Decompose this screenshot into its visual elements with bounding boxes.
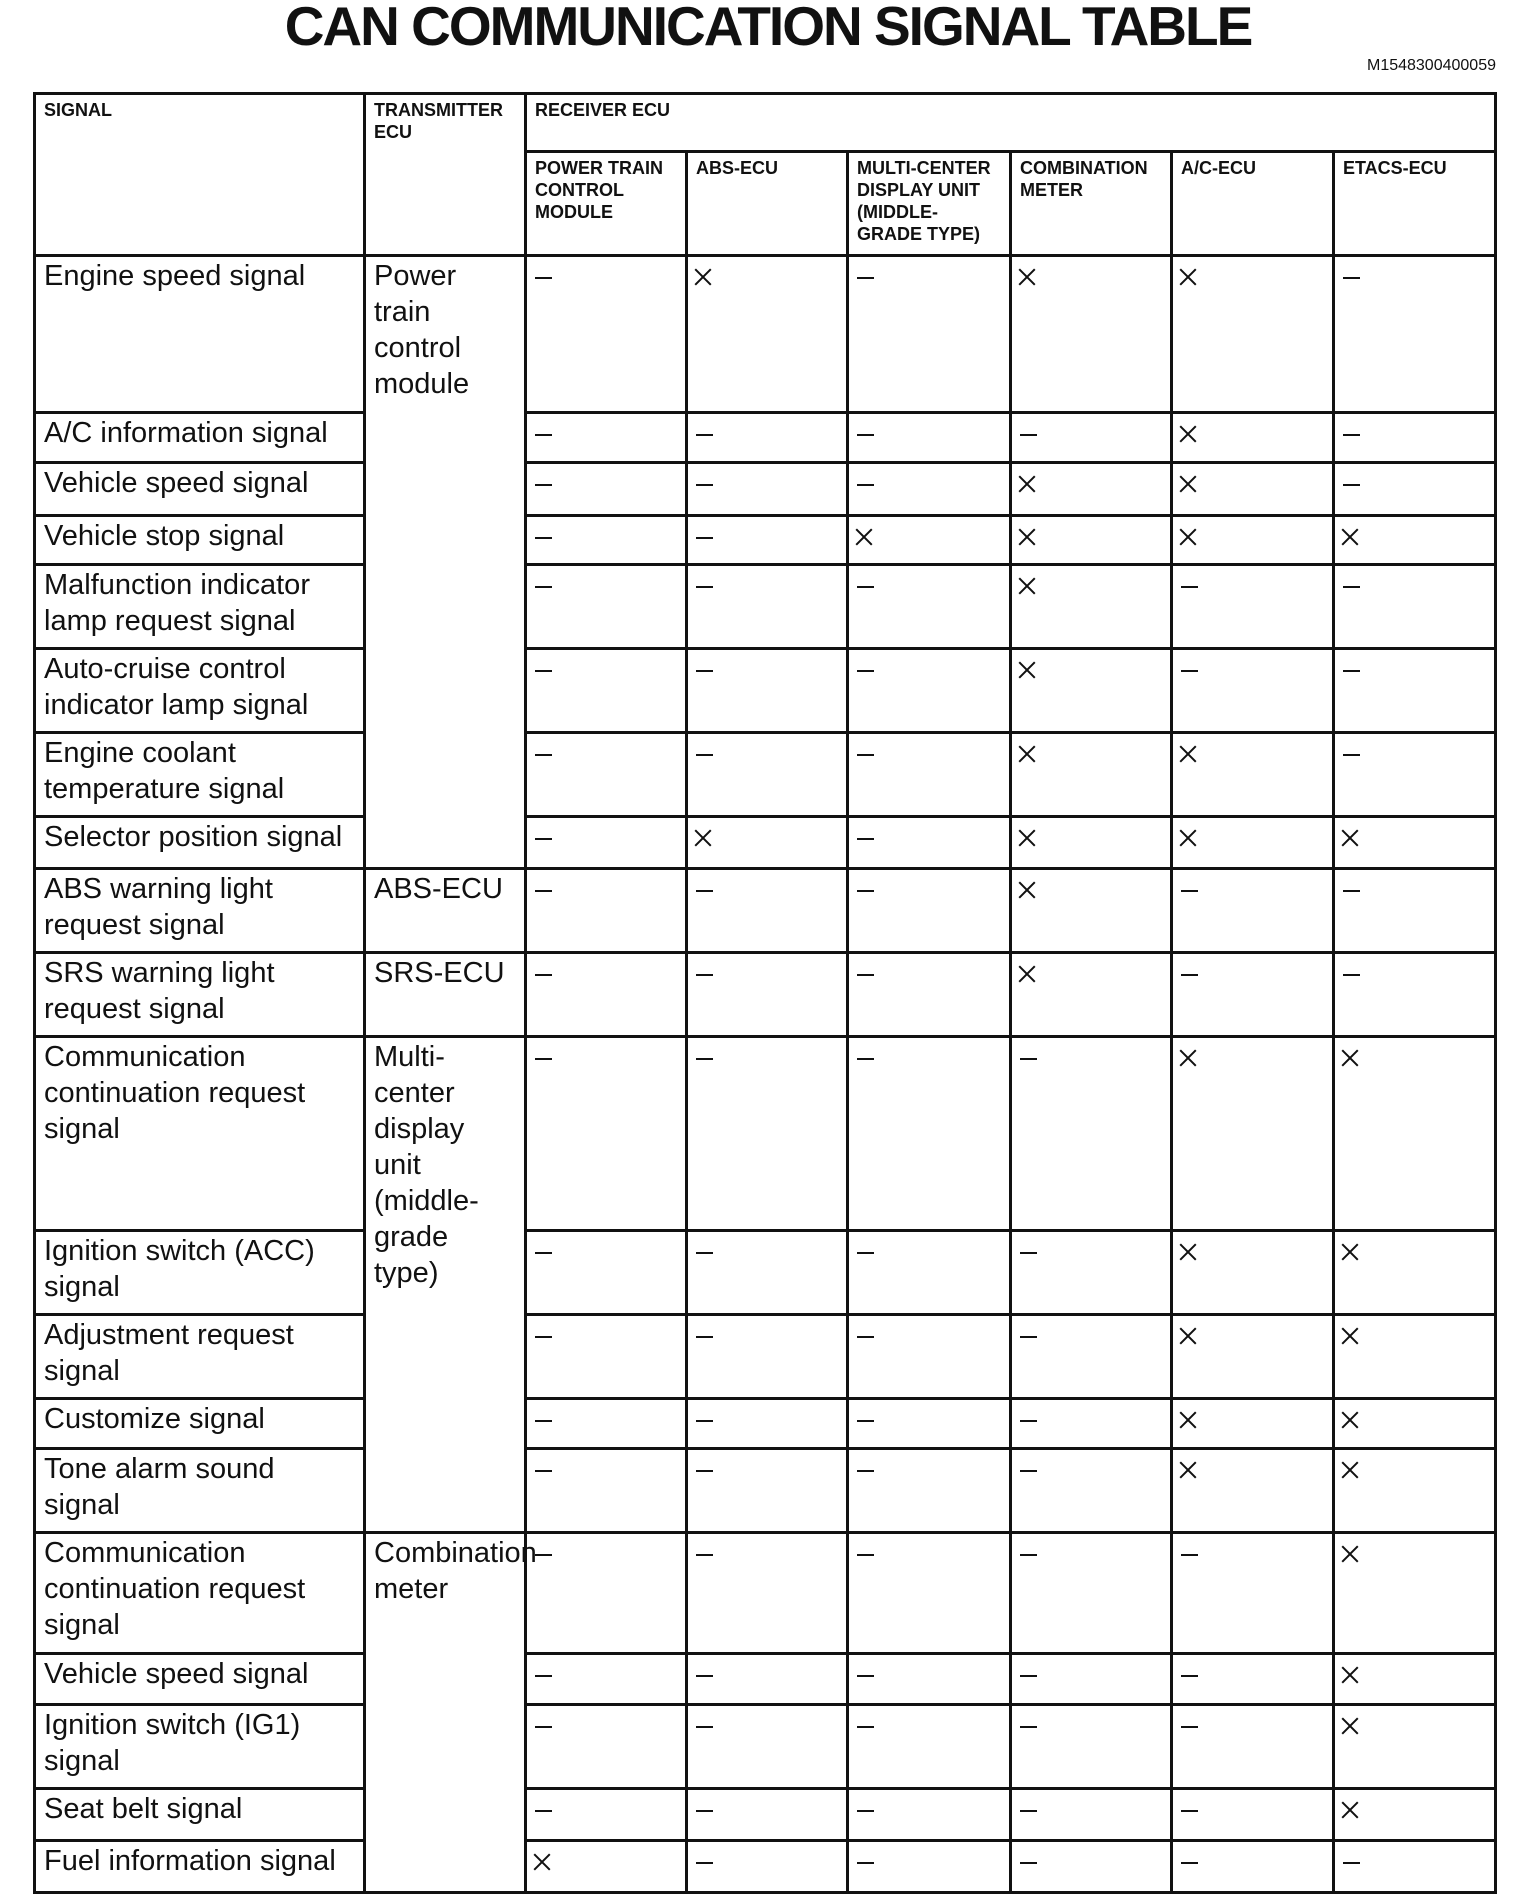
cross-mark-icon bbox=[1018, 577, 1036, 595]
dash-mark-icon bbox=[696, 1675, 713, 1677]
receiver-mark-cell bbox=[687, 817, 848, 869]
cross-mark-icon bbox=[1341, 1461, 1359, 1479]
receiver-mark-cell bbox=[687, 733, 848, 817]
receiver-mark-cell bbox=[1172, 256, 1334, 413]
page-title: CAN COMMUNICATION SIGNAL TABLE bbox=[284, 0, 1252, 57]
signal-name-cell: Ignition switch (IG1) signal bbox=[35, 1705, 365, 1789]
signal-name-cell: Ignition switch (ACC) signal bbox=[35, 1231, 365, 1315]
dash-mark-icon bbox=[1343, 277, 1360, 279]
dash-mark-icon bbox=[857, 974, 874, 976]
dash-mark-icon bbox=[535, 586, 552, 588]
dash-mark-icon bbox=[857, 670, 874, 672]
signal-name-cell: Tone alarm sound signal bbox=[35, 1449, 365, 1533]
dash-mark-icon bbox=[535, 434, 552, 436]
dash-mark-icon bbox=[696, 670, 713, 672]
cross-mark-icon bbox=[1018, 829, 1036, 847]
cross-mark-icon bbox=[1341, 1717, 1359, 1735]
receiver-mark-cell bbox=[1172, 516, 1334, 565]
header-receiver-multi-center: MULTI-CENTER DISPLAY UNIT (MIDDLE-GRADE TYPE) bbox=[848, 152, 1011, 256]
receiver-mark-cell bbox=[1334, 1315, 1496, 1399]
signal-name-cell: ABS warning light request signal bbox=[35, 869, 365, 953]
dash-mark-icon bbox=[535, 890, 552, 892]
dash-mark-icon bbox=[1343, 754, 1360, 756]
dash-mark-icon bbox=[857, 1420, 874, 1422]
receiver-mark-cell bbox=[687, 1654, 848, 1705]
dash-mark-icon bbox=[857, 277, 874, 279]
receiver-mark-cell bbox=[526, 817, 687, 869]
dash-mark-icon bbox=[1020, 1420, 1037, 1422]
receiver-mark-cell bbox=[1172, 1705, 1334, 1789]
dash-mark-icon bbox=[1181, 1862, 1198, 1864]
table-row bbox=[35, 1654, 1496, 1705]
dash-mark-icon bbox=[857, 1675, 874, 1677]
receiver-mark-cell bbox=[848, 1841, 1011, 1893]
receiver-mark-cell bbox=[1334, 565, 1496, 649]
receiver-mark-cell bbox=[848, 516, 1011, 565]
receiver-mark-cell bbox=[526, 649, 687, 733]
dash-mark-icon bbox=[696, 974, 713, 976]
dash-mark-icon bbox=[696, 1058, 713, 1060]
signal-name-cell: Vehicle speed signal bbox=[35, 1654, 365, 1705]
dash-mark-icon bbox=[1020, 1470, 1037, 1472]
receiver-mark-cell bbox=[1172, 1449, 1334, 1533]
dash-mark-icon bbox=[1020, 1675, 1037, 1677]
dash-mark-icon bbox=[535, 1675, 552, 1677]
dash-mark-icon bbox=[857, 586, 874, 588]
cross-mark-icon bbox=[1179, 829, 1197, 847]
table-row bbox=[35, 1449, 1496, 1533]
receiver-mark-cell bbox=[1011, 1841, 1172, 1893]
dash-mark-icon bbox=[696, 1336, 713, 1338]
dash-mark-icon bbox=[535, 754, 552, 756]
receiver-mark-cell bbox=[1172, 869, 1334, 953]
receiver-mark-cell bbox=[1334, 256, 1496, 413]
dash-mark-icon bbox=[1343, 434, 1360, 436]
receiver-mark-cell bbox=[1011, 869, 1172, 953]
dash-mark-icon bbox=[696, 537, 713, 539]
cross-mark-icon bbox=[1341, 1243, 1359, 1261]
table-row bbox=[35, 1705, 1496, 1789]
dash-mark-icon bbox=[857, 890, 874, 892]
receiver-mark-cell bbox=[526, 1399, 687, 1449]
receiver-mark-cell bbox=[1011, 565, 1172, 649]
dash-mark-icon bbox=[857, 1554, 874, 1556]
receiver-mark-cell bbox=[526, 256, 687, 413]
cross-mark-icon bbox=[694, 268, 712, 286]
transmitter-ecu-cell: ABS-ECU bbox=[365, 869, 526, 953]
receiver-mark-cell bbox=[848, 1654, 1011, 1705]
signal-name-cell: Communication continuation request signal bbox=[35, 1037, 365, 1231]
receiver-mark-cell bbox=[848, 733, 1011, 817]
receiver-mark-cell bbox=[687, 869, 848, 953]
header-signal: SIGNAL bbox=[35, 94, 365, 256]
receiver-mark-cell bbox=[848, 1449, 1011, 1533]
table-row bbox=[35, 463, 1496, 516]
receiver-mark-cell bbox=[848, 1399, 1011, 1449]
cross-mark-icon bbox=[1018, 268, 1036, 286]
dash-mark-icon bbox=[1181, 670, 1198, 672]
receiver-mark-cell bbox=[526, 953, 687, 1037]
receiver-mark-cell bbox=[1011, 516, 1172, 565]
receiver-mark-cell bbox=[1334, 1841, 1496, 1893]
table-row bbox=[35, 1399, 1496, 1449]
dash-mark-icon bbox=[1020, 1554, 1037, 1556]
receiver-mark-cell bbox=[1334, 1533, 1496, 1654]
dash-mark-icon bbox=[1181, 1675, 1198, 1677]
cross-mark-icon bbox=[1018, 661, 1036, 679]
dash-mark-icon bbox=[696, 890, 713, 892]
cross-mark-icon bbox=[1018, 475, 1036, 493]
receiver-mark-cell bbox=[1011, 413, 1172, 463]
cross-mark-icon bbox=[1018, 881, 1036, 899]
signal-name-cell: Malfunction indicator lamp request signal bbox=[35, 565, 365, 649]
receiver-mark-cell bbox=[1011, 817, 1172, 869]
receiver-mark-cell bbox=[526, 1037, 687, 1231]
receiver-mark-cell bbox=[1334, 953, 1496, 1037]
dash-mark-icon bbox=[1020, 1726, 1037, 1728]
receiver-mark-cell bbox=[1172, 463, 1334, 516]
receiver-mark-cell bbox=[1172, 1789, 1334, 1841]
receiver-mark-cell bbox=[1172, 1231, 1334, 1315]
dash-mark-icon bbox=[535, 537, 552, 539]
signal-name-cell: Vehicle speed signal bbox=[35, 463, 365, 516]
receiver-mark-cell bbox=[848, 1231, 1011, 1315]
signal-name-cell: Seat belt signal bbox=[35, 1789, 365, 1841]
receiver-mark-cell bbox=[1172, 1315, 1334, 1399]
receiver-mark-cell bbox=[1011, 1399, 1172, 1449]
receiver-mark-cell bbox=[1011, 733, 1172, 817]
receiver-mark-cell bbox=[526, 1231, 687, 1315]
table-row bbox=[35, 516, 1496, 565]
receiver-mark-cell bbox=[1011, 1449, 1172, 1533]
header-receiver-etacs-ecu: ETACS-ECU bbox=[1334, 152, 1496, 256]
receiver-mark-cell bbox=[687, 516, 848, 565]
table-row bbox=[35, 1789, 1496, 1841]
receiver-mark-cell bbox=[1011, 1315, 1172, 1399]
cross-mark-icon bbox=[1179, 1049, 1197, 1067]
receiver-mark-cell bbox=[526, 565, 687, 649]
dash-mark-icon bbox=[696, 1420, 713, 1422]
dash-mark-icon bbox=[1020, 434, 1037, 436]
receiver-mark-cell bbox=[848, 413, 1011, 463]
dash-mark-icon bbox=[857, 1810, 874, 1812]
receiver-mark-cell bbox=[848, 1533, 1011, 1654]
table-row bbox=[35, 413, 1496, 463]
receiver-mark-cell bbox=[526, 869, 687, 953]
dash-mark-icon bbox=[696, 484, 713, 486]
reference-code: M1548300400059 bbox=[1366, 57, 1496, 74]
receiver-mark-cell bbox=[1011, 1231, 1172, 1315]
table-row bbox=[35, 1037, 1496, 1231]
transmitter-ecu-cell: Power train control module bbox=[365, 256, 526, 869]
transmitter-ecu-cell: Multi-center display unit (middle-grade type) bbox=[365, 1037, 526, 1533]
dash-mark-icon bbox=[1020, 1810, 1037, 1812]
dash-mark-icon bbox=[1343, 974, 1360, 976]
receiver-mark-cell bbox=[1011, 1654, 1172, 1705]
dash-mark-icon bbox=[696, 1810, 713, 1812]
table-row bbox=[35, 649, 1496, 733]
receiver-mark-cell bbox=[526, 413, 687, 463]
receiver-mark-cell bbox=[1172, 1399, 1334, 1449]
dash-mark-icon bbox=[857, 484, 874, 486]
receiver-mark-cell bbox=[848, 1789, 1011, 1841]
receiver-mark-cell bbox=[687, 953, 848, 1037]
dash-mark-icon bbox=[696, 1252, 713, 1254]
cross-mark-icon bbox=[1341, 829, 1359, 847]
receiver-mark-cell bbox=[848, 1705, 1011, 1789]
table-row bbox=[35, 1231, 1496, 1315]
receiver-mark-cell bbox=[526, 463, 687, 516]
receiver-mark-cell bbox=[1334, 516, 1496, 565]
cross-mark-icon bbox=[1018, 965, 1036, 983]
cross-mark-icon bbox=[1179, 1243, 1197, 1261]
cross-mark-icon bbox=[1341, 528, 1359, 546]
dash-mark-icon bbox=[1343, 670, 1360, 672]
receiver-mark-cell bbox=[526, 733, 687, 817]
receiver-mark-cell bbox=[1172, 817, 1334, 869]
table-row bbox=[35, 817, 1496, 869]
table-row bbox=[35, 1315, 1496, 1399]
receiver-mark-cell bbox=[687, 1449, 848, 1533]
receiver-mark-cell bbox=[687, 256, 848, 413]
dash-mark-icon bbox=[696, 1726, 713, 1728]
table-row bbox=[35, 1533, 1496, 1654]
receiver-mark-cell bbox=[848, 463, 1011, 516]
signal-name-cell: A/C information signal bbox=[35, 413, 365, 463]
cross-mark-icon bbox=[1179, 268, 1197, 286]
table-row bbox=[35, 565, 1496, 649]
receiver-mark-cell bbox=[687, 1533, 848, 1654]
dash-mark-icon bbox=[535, 670, 552, 672]
receiver-mark-cell bbox=[848, 953, 1011, 1037]
dash-mark-icon bbox=[857, 1252, 874, 1254]
receiver-mark-cell bbox=[687, 1037, 848, 1231]
receiver-mark-cell bbox=[687, 413, 848, 463]
receiver-mark-cell bbox=[1334, 1654, 1496, 1705]
cross-mark-icon bbox=[1341, 1801, 1359, 1819]
receiver-mark-cell bbox=[1172, 649, 1334, 733]
receiver-mark-cell bbox=[526, 1789, 687, 1841]
receiver-mark-cell bbox=[1334, 1705, 1496, 1789]
signal-name-cell: Auto-cruise control indicator lamp signal bbox=[35, 649, 365, 733]
receiver-mark-cell bbox=[1172, 413, 1334, 463]
receiver-mark-cell bbox=[687, 463, 848, 516]
dash-mark-icon bbox=[857, 838, 874, 840]
receiver-mark-cell bbox=[1334, 1449, 1496, 1533]
dash-mark-icon bbox=[1020, 1252, 1037, 1254]
signal-name-cell: Engine speed signal bbox=[35, 256, 365, 413]
signal-name-cell: Selector position signal bbox=[35, 817, 365, 869]
header-receiver-power-train: POWER TRAIN CONTROL MODULE bbox=[526, 152, 687, 256]
header-receiver-combination-meter: COMBINATION METER bbox=[1011, 152, 1172, 256]
receiver-mark-cell bbox=[687, 1231, 848, 1315]
cross-mark-icon bbox=[1179, 1411, 1197, 1429]
receiver-mark-cell bbox=[848, 256, 1011, 413]
dash-mark-icon bbox=[857, 754, 874, 756]
dash-mark-icon bbox=[1181, 1554, 1198, 1556]
receiver-mark-cell bbox=[1011, 649, 1172, 733]
receiver-mark-cell bbox=[1011, 1037, 1172, 1231]
dash-mark-icon bbox=[1020, 1336, 1037, 1338]
dash-mark-icon bbox=[696, 1470, 713, 1472]
dash-mark-icon bbox=[857, 1470, 874, 1472]
receiver-mark-cell bbox=[848, 1315, 1011, 1399]
receiver-mark-cell bbox=[848, 649, 1011, 733]
dash-mark-icon bbox=[1343, 1862, 1360, 1864]
dash-mark-icon bbox=[535, 1058, 552, 1060]
receiver-mark-cell bbox=[687, 1841, 848, 1893]
signal-name-cell: Adjustment request signal bbox=[35, 1315, 365, 1399]
dash-mark-icon bbox=[535, 838, 552, 840]
dash-mark-icon bbox=[696, 586, 713, 588]
dash-mark-icon bbox=[1020, 1862, 1037, 1864]
dash-mark-icon bbox=[535, 974, 552, 976]
cross-mark-icon bbox=[1179, 1461, 1197, 1479]
receiver-mark-cell bbox=[526, 1841, 687, 1893]
signal-name-cell: Fuel information signal bbox=[35, 1841, 365, 1893]
dash-mark-icon bbox=[1181, 1810, 1198, 1812]
cross-mark-icon bbox=[533, 1853, 551, 1871]
receiver-mark-cell bbox=[1334, 1231, 1496, 1315]
receiver-mark-cell bbox=[1011, 256, 1172, 413]
cross-mark-icon bbox=[1341, 1545, 1359, 1563]
signal-name-cell: SRS warning light request signal bbox=[35, 953, 365, 1037]
dash-mark-icon bbox=[1343, 484, 1360, 486]
dash-mark-icon bbox=[1181, 974, 1198, 976]
dash-mark-icon bbox=[535, 1810, 552, 1812]
dash-mark-icon bbox=[1181, 1726, 1198, 1728]
receiver-mark-cell bbox=[1334, 463, 1496, 516]
dash-mark-icon bbox=[535, 1336, 552, 1338]
receiver-mark-cell bbox=[1011, 463, 1172, 516]
receiver-mark-cell bbox=[1011, 953, 1172, 1037]
receiver-mark-cell bbox=[687, 565, 848, 649]
receiver-mark-cell bbox=[1334, 817, 1496, 869]
receiver-mark-cell bbox=[1172, 1654, 1334, 1705]
transmitter-ecu-cell: SRS-ECU bbox=[365, 953, 526, 1037]
header-receiver-ac-ecu: A/C-ECU bbox=[1172, 152, 1334, 256]
receiver-mark-cell bbox=[1334, 649, 1496, 733]
dash-mark-icon bbox=[535, 277, 552, 279]
dash-mark-icon bbox=[1343, 890, 1360, 892]
table-row bbox=[35, 733, 1496, 817]
dash-mark-icon bbox=[696, 1554, 713, 1556]
dash-mark-icon bbox=[1020, 1058, 1037, 1060]
table-row bbox=[35, 256, 1496, 413]
cross-mark-icon bbox=[1179, 475, 1197, 493]
dash-mark-icon bbox=[696, 1862, 713, 1864]
receiver-mark-cell bbox=[687, 1399, 848, 1449]
dash-mark-icon bbox=[857, 1726, 874, 1728]
receiver-mark-cell bbox=[526, 1705, 687, 1789]
signal-name-cell: Vehicle stop signal bbox=[35, 516, 365, 565]
dash-mark-icon bbox=[857, 434, 874, 436]
dash-mark-icon bbox=[857, 1862, 874, 1864]
signal-name-cell: Customize signal bbox=[35, 1399, 365, 1449]
receiver-mark-cell bbox=[687, 1705, 848, 1789]
receiver-mark-cell bbox=[526, 1449, 687, 1533]
dash-mark-icon bbox=[535, 1470, 552, 1472]
receiver-mark-cell bbox=[1011, 1789, 1172, 1841]
receiver-mark-cell bbox=[687, 649, 848, 733]
cross-mark-icon bbox=[1179, 1327, 1197, 1345]
cross-mark-icon bbox=[1341, 1666, 1359, 1684]
receiver-mark-cell bbox=[1172, 733, 1334, 817]
receiver-mark-cell bbox=[1334, 1037, 1496, 1231]
cross-mark-icon bbox=[1018, 745, 1036, 763]
dash-mark-icon bbox=[696, 754, 713, 756]
dash-mark-icon bbox=[535, 1554, 552, 1556]
table-row bbox=[35, 953, 1496, 1037]
receiver-mark-cell bbox=[848, 1037, 1011, 1231]
table-row bbox=[35, 869, 1496, 953]
receiver-mark-cell bbox=[1334, 413, 1496, 463]
cross-mark-icon bbox=[1341, 1049, 1359, 1067]
receiver-mark-cell bbox=[1172, 1533, 1334, 1654]
cross-mark-icon bbox=[1341, 1411, 1359, 1429]
receiver-mark-cell bbox=[1011, 1533, 1172, 1654]
dash-mark-icon bbox=[857, 1058, 874, 1060]
dash-mark-icon bbox=[1181, 890, 1198, 892]
dash-mark-icon bbox=[696, 434, 713, 436]
receiver-mark-cell bbox=[1172, 565, 1334, 649]
cross-mark-icon bbox=[1179, 528, 1197, 546]
header-transmitter-ecu: TRANSMITTER ECU bbox=[365, 94, 526, 256]
dash-mark-icon bbox=[1181, 586, 1198, 588]
header-receiver-ecu: RECEIVER ECU bbox=[526, 94, 1496, 152]
dash-mark-icon bbox=[535, 484, 552, 486]
dash-mark-icon bbox=[1343, 586, 1360, 588]
receiver-mark-cell bbox=[526, 1654, 687, 1705]
receiver-mark-cell bbox=[848, 565, 1011, 649]
dash-mark-icon bbox=[535, 1726, 552, 1728]
table-row bbox=[35, 1841, 1496, 1893]
receiver-mark-cell bbox=[848, 869, 1011, 953]
receiver-mark-cell bbox=[1172, 1037, 1334, 1231]
cross-mark-icon bbox=[855, 528, 873, 546]
receiver-mark-cell bbox=[1334, 1399, 1496, 1449]
receiver-mark-cell bbox=[1334, 869, 1496, 953]
receiver-mark-cell bbox=[526, 1315, 687, 1399]
signal-table bbox=[33, 92, 1497, 1894]
receiver-mark-cell bbox=[1011, 1705, 1172, 1789]
signal-name-cell: Engine coolant temperature signal bbox=[35, 733, 365, 817]
receiver-mark-cell bbox=[848, 817, 1011, 869]
signal-name-cell: Communication continuation request signal bbox=[35, 1533, 365, 1654]
receiver-mark-cell bbox=[1334, 733, 1496, 817]
cross-mark-icon bbox=[1018, 528, 1036, 546]
receiver-mark-cell bbox=[1334, 1789, 1496, 1841]
receiver-mark-cell bbox=[526, 516, 687, 565]
cross-mark-icon bbox=[1179, 745, 1197, 763]
transmitter-ecu-cell: Combination meter bbox=[365, 1533, 526, 1893]
receiver-mark-cell bbox=[526, 1533, 687, 1654]
cross-mark-icon bbox=[1179, 425, 1197, 443]
header-receiver-abs-ecu: ABS-ECU bbox=[687, 152, 848, 256]
cross-mark-icon bbox=[1341, 1327, 1359, 1345]
receiver-mark-cell bbox=[1172, 1841, 1334, 1893]
receiver-mark-cell bbox=[1172, 953, 1334, 1037]
dash-mark-icon bbox=[535, 1420, 552, 1422]
cross-mark-icon bbox=[694, 829, 712, 847]
receiver-mark-cell bbox=[687, 1315, 848, 1399]
dash-mark-icon bbox=[535, 1252, 552, 1254]
receiver-mark-cell bbox=[687, 1789, 848, 1841]
dash-mark-icon bbox=[857, 1336, 874, 1338]
